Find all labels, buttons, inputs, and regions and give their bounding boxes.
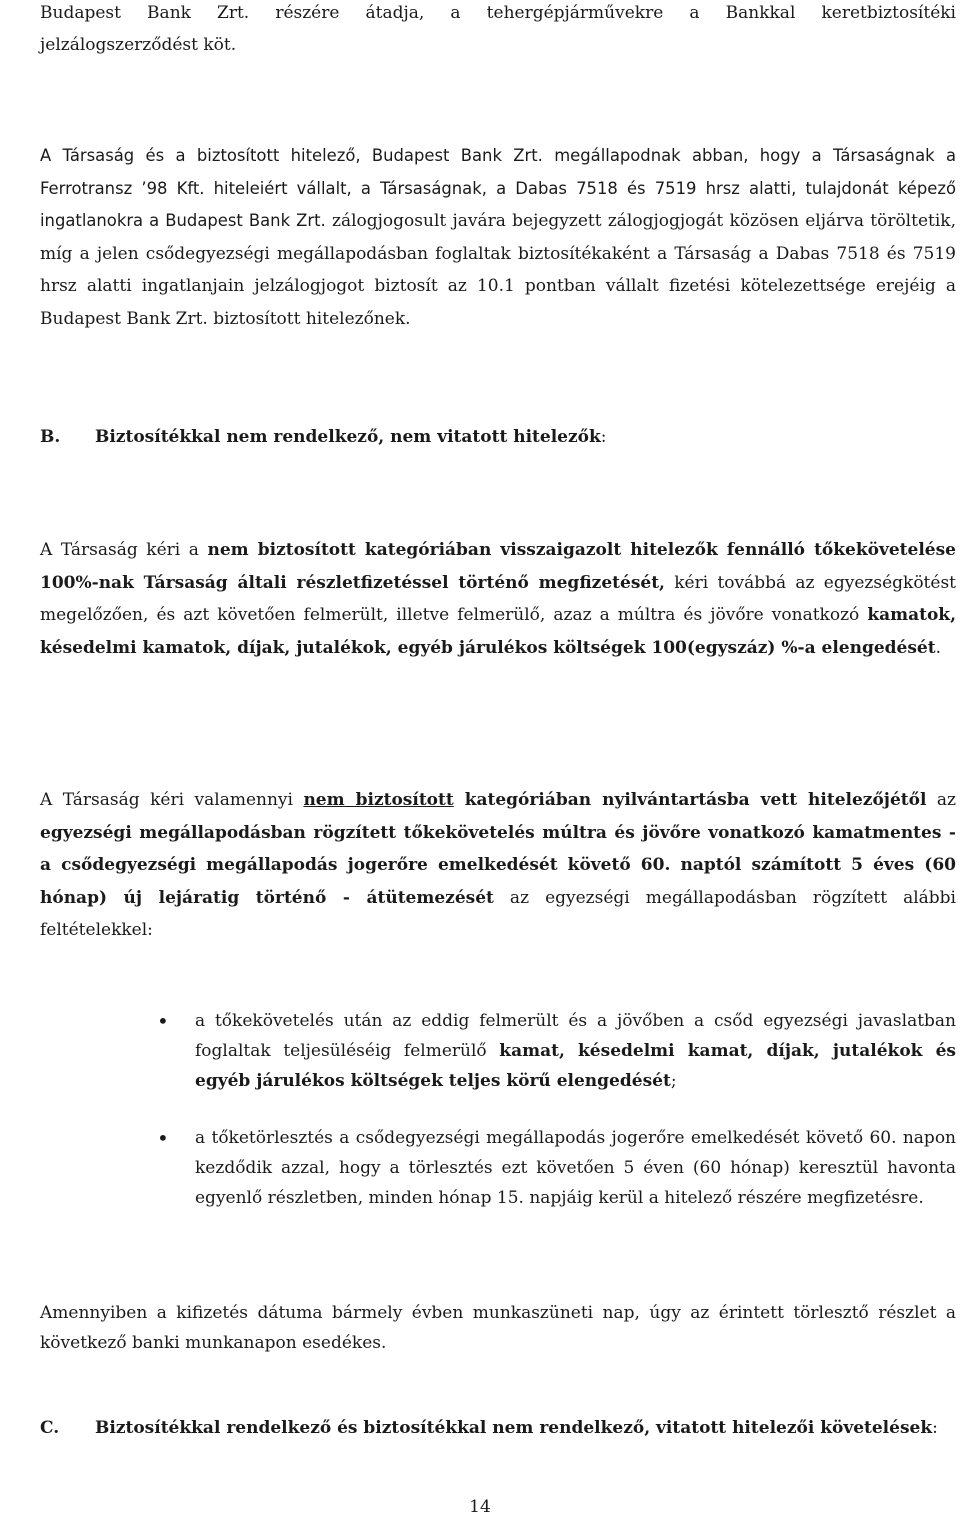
intro-line-1: Budapest Bank Zrt. részére átadja, a tehergépjárművekre a Bankkal keretbiztosítéki [40, 3, 956, 23]
section-b-title: Biztosítékkal nem rendelkező, nem vitatott hitelezők [95, 427, 601, 447]
b2-text-3: az egyezségi megállapodásban rögzített alábbi feltételekkel: [40, 887, 956, 940]
bullet-bold: kamat, késedelmi kamat, díjak, jutalékok és egyéb járulékos költségek teljes körű elengedését [195, 1041, 956, 1091]
b1-text-2: kéri továbbá az egyezségkötést megelőzően, és azt követően felmerült, illetve felmerülő, azaz a múltra és jövőre vonatkozó [40, 572, 956, 625]
ferrotransz-sentence-2: zálogjogosult javára bejegyzett zálogjogjogát közösen eljárva töröltetik, míg a jelen csődegyezségi megállapodásban foglaltak biztosítékaként a Társaság a Dabas 7518 és 7519 hrsz alatti ingatlanjain jelzálogjogot biztosít az 10.1 pontban vállalt fizetési kötelezettsége erejéig a Budapest Bank Zrt. biztosított hitelezőnek. [40, 211, 956, 329]
paragraph-workday [40, 1298, 956, 1358]
bullet-item [157, 1006, 956, 1096]
bullet-text-1: a tőketörlesztés a csődegyezségi megállapodás jogerőre emelkedését követő 60. napon kezdődik azzal, hogy a törlesztés ezt követően 5 éven (60 hónap) keresztül havonta egyenlő részletben, minden hónap 15. napjáig kerül a hitelező részére megfizetésre. [195, 1128, 956, 1208]
bullet-item [157, 1123, 956, 1213]
paragraph-b2 [40, 784, 956, 947]
bullet-icon: • [157, 1126, 169, 1150]
section-c-heading [40, 1413, 938, 1443]
page-number: 14 [469, 1497, 491, 1517]
paragraph-ferrotransz [40, 140, 956, 335]
b2-bold-1: kategóriában nyilvántartásba vett hitelezőjétől [453, 790, 927, 810]
bullet-text-1: a tőkekövetelés után az eddig felmerült és a jövőben a csőd egyezségi javaslatban foglaltak teljesüléséig felmerülő [195, 1011, 956, 1061]
b2-underlined: nem biztosított [303, 790, 454, 810]
bullet-text-2: ; [670, 1071, 677, 1091]
section-b-label: B. [40, 427, 61, 447]
section-c-title: Biztosítékkal rendelkező és biztosítékkal nem rendelkező, vitatott hitelezői követelések [95, 1418, 933, 1438]
b2-text-1: A Társaság kéri valamennyi [40, 790, 304, 810]
intro-line-2: jelzálogszerződést köt. [40, 35, 237, 55]
b2-text-2: az [926, 790, 956, 810]
ferrotransz-sentence-1: A Társaság és a biztosított hitelező, Budapest Bank Zrt. megállapodnak abban, hogy a Társaságnak a Ferrotransz ’98 Kft. hiteleiért vállalt, a Társaságnak, a Dabas 7518 és 7519 hrsz alatti, tulajdonát képező ingatlanokra a Budapest Bank Zrt. [40, 146, 956, 230]
workday-text: Amennyiben a kifizetés dátuma bármely évben munkaszüneti nap, úgy az érintett törlesztő részlet a következő banki munkanapon esedékes. [40, 1303, 956, 1353]
b1-text-1: A Társaság kéri a [40, 540, 208, 560]
section-b-colon: : [600, 427, 607, 447]
paragraph-b1 [40, 534, 956, 664]
section-c-label: C. [40, 1418, 60, 1438]
section-b-heading [40, 422, 606, 452]
b2-bold-2: egyezségi megállapodásban rögzített tőkekövetelés múltra és jövőre vonatkozó kamatmentes - a csődegyezségi megállapodás jogerőre emelkedését követő 60. naptól számított 5 éves (60 hónap) új lejáratig történő - átütemezését [40, 822, 956, 908]
section-c-colon: : [932, 1418, 938, 1438]
b1-text-3: . [935, 637, 942, 658]
bullet-icon: • [157, 1009, 169, 1033]
b1-bold-1: nem biztosított kategóriában visszaigazolt hitelezők fennálló tőkekövetelése 100%-nak Társaság általi részletfizetéssel történő megfizetését, [40, 540, 956, 593]
b1-bold-2: kamatok, késedelmi kamatok, díjak, jutalékok, egyéb járulékos költségek 100(egyszáz) %-a elengedését [40, 605, 956, 658]
